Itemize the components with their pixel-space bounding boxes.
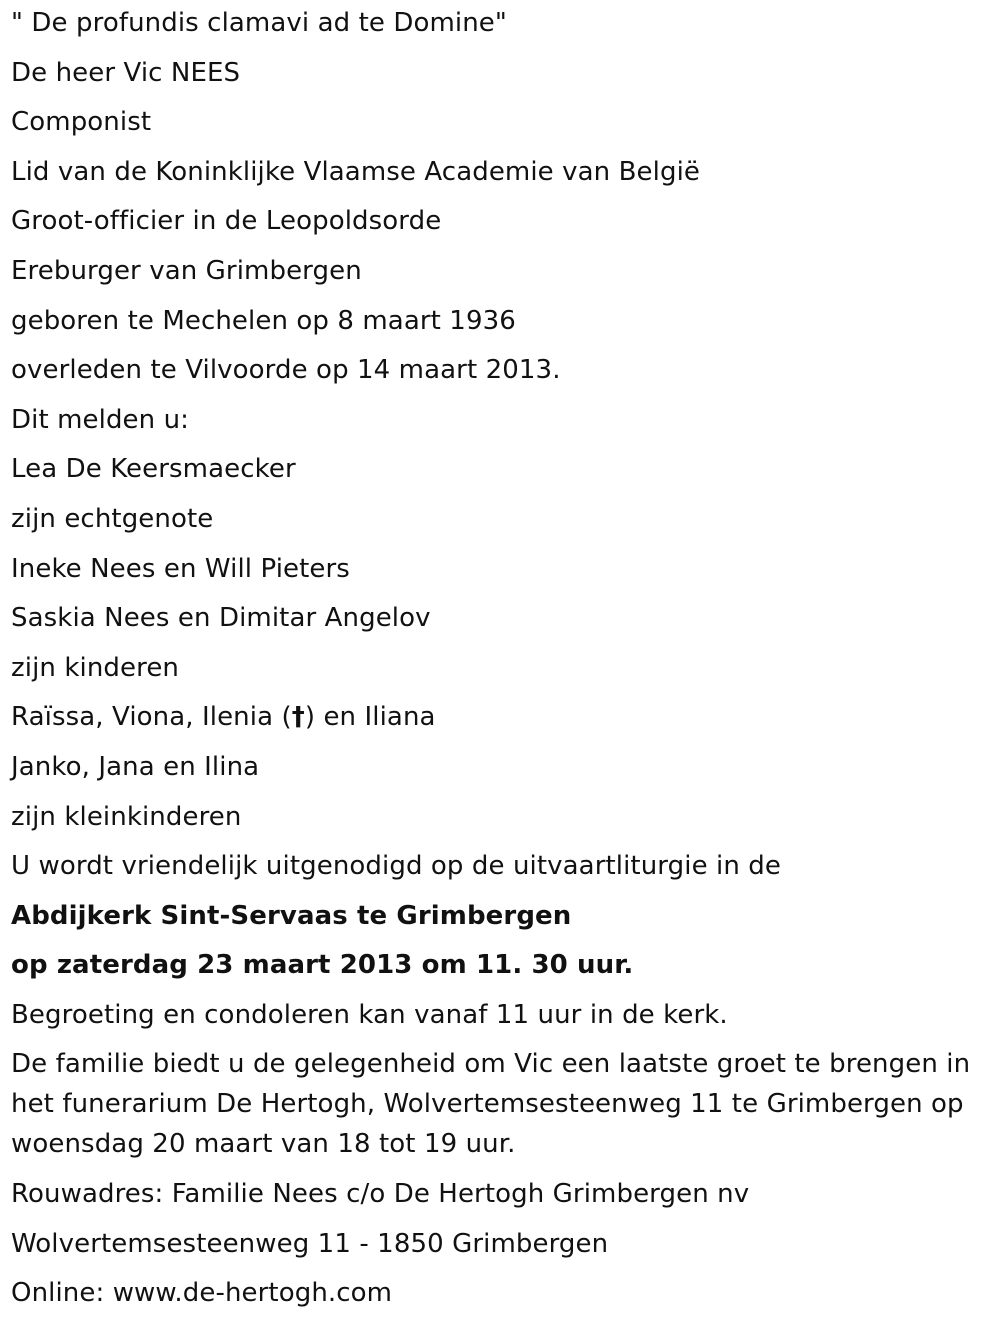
online-line: Online: www.de-hertogh.com [11, 1278, 393, 1309]
title-composer: Componist [11, 107, 152, 138]
deceased-name: De heer Vic NEES [11, 57, 241, 88]
spouse-name: Lea De Keersmaecker [11, 454, 296, 485]
spouse-role: zijn echtgenote [11, 503, 214, 534]
title-academy: Lid van de Koninklijke Vlaamse Academie van België [11, 156, 700, 187]
grandchildren-line-1 [11, 702, 990, 732]
condolences-line: Begroeting en condoleren kan vanaf 11 uur in de kerk. [11, 999, 728, 1030]
death-line: overleden te Vilvoorde op 14 maart 2013. [11, 355, 561, 386]
church-name: Abdijkerk Sint-Servaas te Grimbergen [11, 900, 572, 931]
child-line-1: Ineke Nees en Will Pieters [11, 553, 350, 584]
service-date: op zaterdag 23 maart 2013 om 11. 30 uur. [11, 950, 634, 981]
cross-icon: † [291, 702, 305, 733]
title-order: Groot-officier in de Leopoldsorde [11, 206, 442, 237]
children-role: zijn kinderen [11, 652, 179, 683]
farewell-paragraph: De familie biedt u de gelegenheid om Vic een laatste groet te brengen in het funerarium De Hertogh, Wolvertemsesteenweg 11 te Grimbergen op woensdag 20 maart van 18 tot 19 uur. [11, 1049, 971, 1160]
invitation-line: U wordt vriendelijk uitgenodigd op de uitvaartliturgie in de [11, 851, 781, 882]
grandchildren-names-end: ) en Iliana [304, 702, 436, 733]
announced-by: Dit melden u: [11, 404, 190, 435]
address-line-2: Wolvertemsesteenweg 11 - 1850 Grimbergen [11, 1228, 609, 1259]
grandchildren-names-start: Raïssa, Viona, Ilenia ( [11, 702, 292, 733]
title-honorary-citizen: Ereburger van Grimbergen [11, 255, 362, 286]
grandchildren-role: zijn kleinkinderen [11, 801, 242, 832]
address-line-1: Rouwadres: Familie Nees c/o De Hertogh Grimbergen nv [11, 1179, 750, 1210]
quote-line: " De profundis clamavi ad te Domine" [11, 8, 507, 38]
birth-line: geboren te Mechelen op 8 maart 1936 [11, 305, 516, 336]
grandchildren-line-2: Janko, Jana en Ilina [11, 751, 260, 782]
child-line-2: Saskia Nees en Dimitar Angelov [11, 603, 431, 634]
